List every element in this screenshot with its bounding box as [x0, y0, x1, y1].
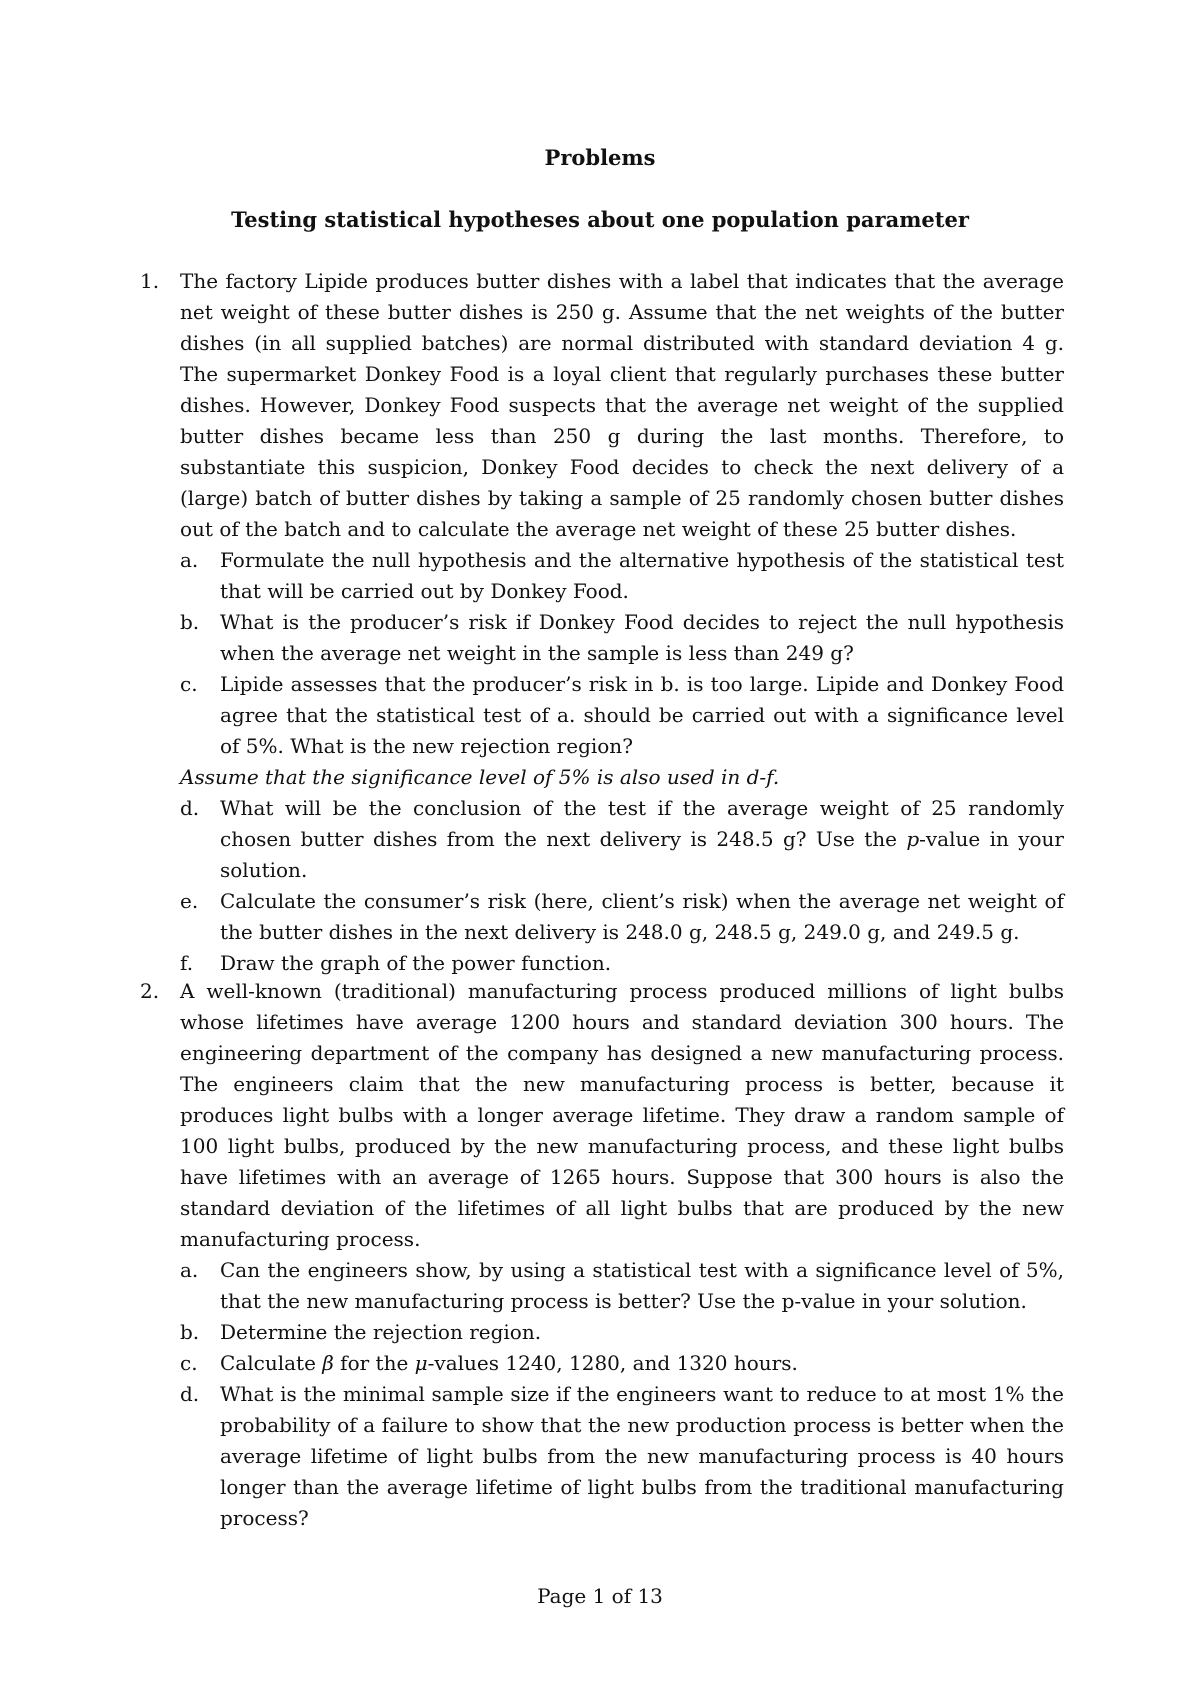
part-text: What is the minimal sample size if the engineers want to reduce to at most 1% the probability of a failure to show that the new production process is better when the average lifetime of light bulbs from the new manufacturing process is 40 hours longer than the average lifetime of light bulbs from the traditional manufacturing process?	[220, 1382, 1064, 1530]
part-label: a.	[180, 548, 199, 572]
part-item	[180, 948, 1064, 979]
part-text-1: Calculate	[220, 1351, 323, 1375]
problem-number: 1.	[140, 269, 160, 293]
problem-intro: A well-known (traditional) manufacturing process produced millions of light bulbs whose lifetimes have average 1200 hours and standard deviation 300 hours. The engineering department of the company has designed a new manufacturing process. The engineers claim that the new manufacturing process is better, because it produces light bulbs with a longer average lifetime. They draw a random sample of 100 light bulbs, produced by the new manufacturing process, and these light bulbs have lifetimes with an average of 1265 hours. Suppose that 300 hours is also the standard deviation of the lifetimes of all light bulbs that are produced by the new manufacturing process.	[180, 979, 1064, 1251]
part-label: d.	[180, 1382, 200, 1406]
problem-body	[180, 976, 1064, 1534]
section-subtitle: Testing statistical hypotheses about one population parameter	[231, 207, 969, 232]
problem-note: Assume that the significance level of 5% is also used in d-f.	[180, 765, 780, 789]
problem-body	[180, 266, 1064, 979]
problem-2	[140, 976, 1064, 1534]
page-title: Problems	[544, 145, 656, 170]
problem-number: 2.	[140, 979, 160, 1003]
part-text: Draw the graph of the power function.	[220, 951, 612, 975]
part-label: b.	[180, 610, 200, 634]
math-symbol: p	[906, 827, 920, 851]
part-label: a.	[180, 1258, 199, 1282]
part-label: d.	[180, 796, 200, 820]
part-text: Calculate the consumer’s risk (here, client’s risk) when the average net weight of the butter dishes in the next delivery is 248.0 g, 248.5 g, 249.0 g, and 249.5 g.	[220, 889, 1064, 944]
part-list	[180, 1255, 1064, 1534]
part-item	[180, 1379, 1064, 1534]
part-label: b.	[180, 1320, 200, 1344]
part-label: f.	[180, 951, 194, 975]
part-item	[180, 793, 1064, 886]
part-text: Lipide assesses that the producer’s risk in b. is too large. Lipide and Donkey Food agree that the statistical test of a. should be carried out with a significance level of 5%. What is the new rejection region?	[220, 672, 1064, 758]
part-label: c.	[180, 672, 198, 696]
part-label: c.	[180, 1351, 198, 1375]
part-text: Can the engineers show, by using a statistical test with a significance level of 5%, that the new manufacturing process is better? Use the p-value in your solution.	[220, 1258, 1064, 1313]
part-text	[220, 796, 1064, 882]
part-item	[180, 1255, 1064, 1317]
beta-symbol: β	[322, 1351, 334, 1375]
part-item	[180, 1317, 1064, 1348]
part-text-after: -value in your solution.	[220, 827, 1064, 882]
part-item	[180, 607, 1064, 669]
part-text-before: What will be the conclusion of the test if the average weight of 25 randomly chosen butter dishes from the next delivery is 248.5 g? Use the	[220, 796, 1064, 851]
part-text: Determine the rejection region.	[220, 1320, 542, 1344]
part-text	[220, 1351, 798, 1375]
part-item	[180, 669, 1064, 762]
problem-intro: The factory Lipide produces butter dishes with a label that indicates that the average net weight of these butter dishes is 250 g. Assume that the net weights of the butter dishes (in all supplied batches) are normal distributed with standard deviation 4 g. The supermarket Donkey Food is a loyal client that regularly purchases these butter dishes. However, Donkey Food suspects that the average net weight of the supplied butter dishes became less than 250 g during the last months. Therefore, to substantiate this suspicion, Donkey Food decides to check the next delivery of a (large) batch of butter dishes by taking a sample of 25 randomly chosen butter dishes out of the batch and to calculate the average net weight of these 25 butter dishes.	[180, 269, 1064, 541]
mu-symbol: μ	[414, 1351, 428, 1375]
page-footer: Page 1 of 13	[537, 1584, 663, 1608]
problem-1	[140, 266, 1064, 979]
part-text-2: for the	[333, 1351, 415, 1375]
part-item	[180, 1348, 1064, 1379]
part-text-3: -values 1240, 1280, and 1320 hours.	[427, 1351, 798, 1375]
part-list	[180, 545, 1064, 762]
part-list	[180, 793, 1064, 979]
part-item	[180, 545, 1064, 607]
part-item	[180, 886, 1064, 948]
part-label: e.	[180, 889, 199, 913]
part-text: Formulate the null hypothesis and the alternative hypothesis of the statistical test that will be carried out by Donkey Food.	[220, 548, 1064, 603]
part-text: What is the producer’s risk if Donkey Food decides to reject the null hypothesis when the average net weight in the sample is less than 249 g?	[220, 610, 1064, 665]
